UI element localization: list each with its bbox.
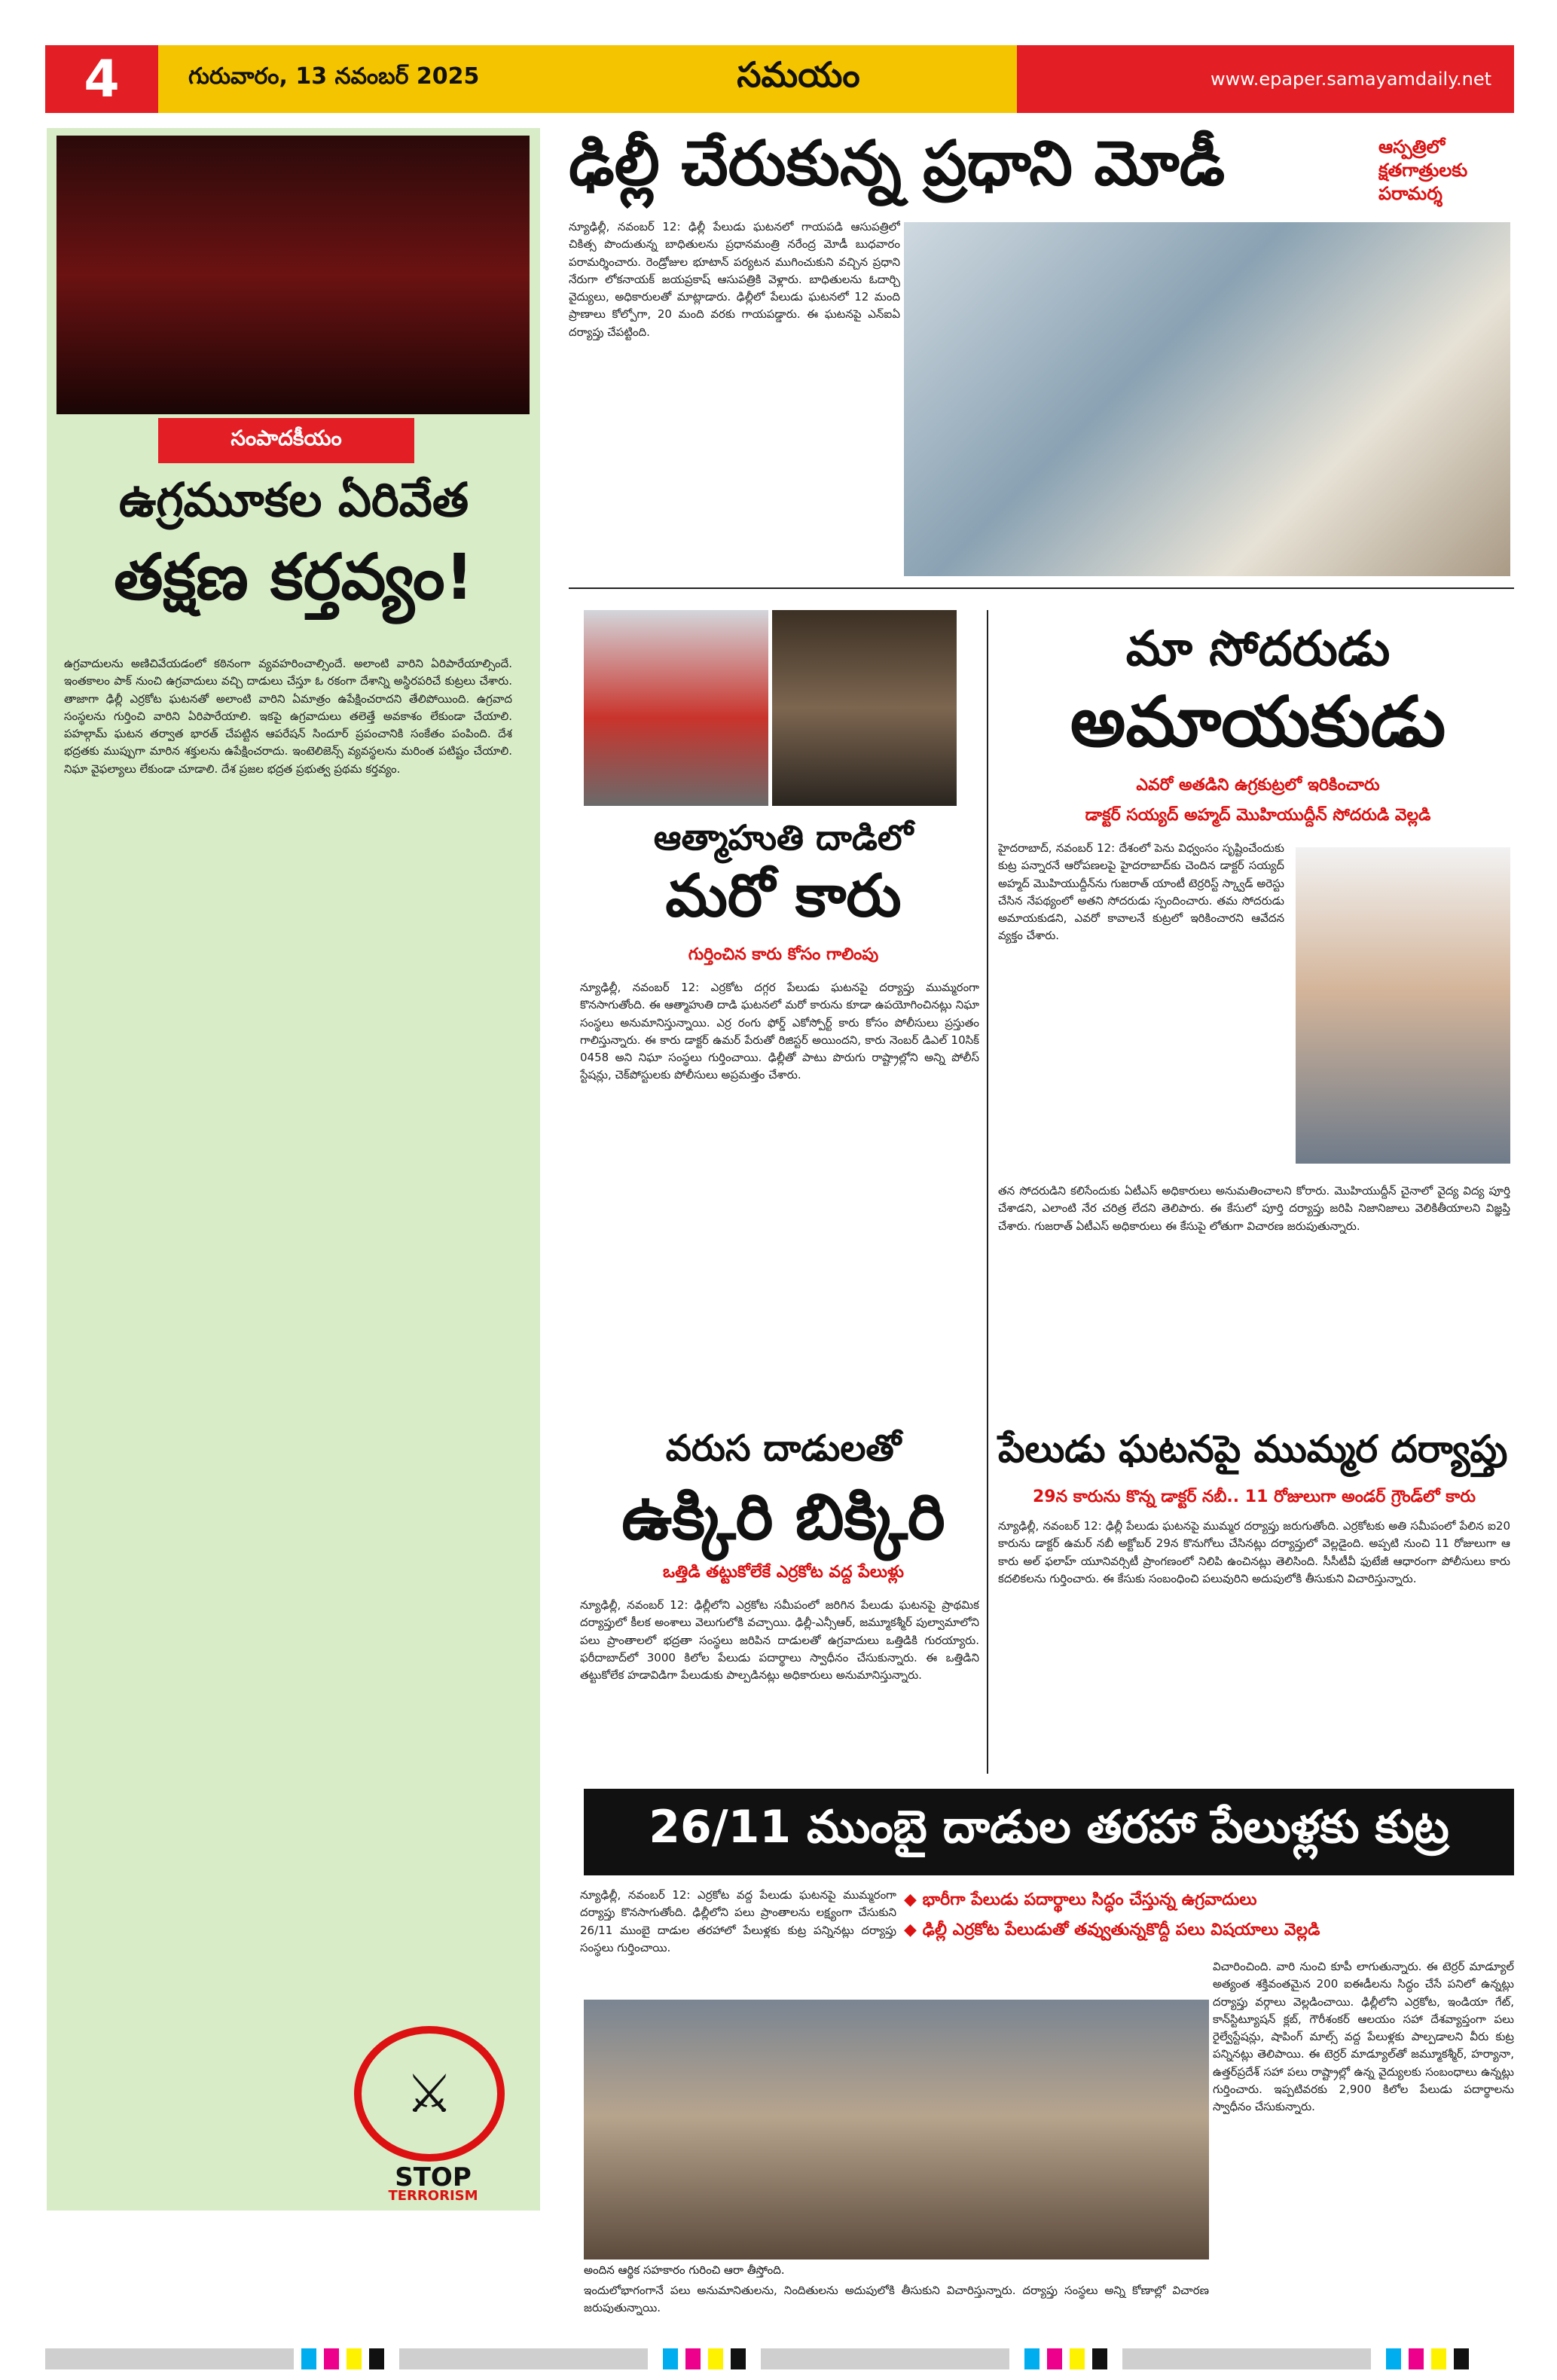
varusa-headline-line2: ఉక్కిరి బిక్కిరి [621,1480,945,1554]
car-headline-line2: మరో కారు [665,862,902,930]
editorial-headline-line2: తక్షణ కర్తవ్యం! [114,540,474,614]
brother-body2: తన సోదరుడిని కలిసేందుకు ఏటీఎస్ అధికారులు అనుమతించాలని కోరారు. మొహియుద్దీన్ చైనాలో వైద్య విద్య పూర్తి చేశాడని, ఎలాంటి నేర చరిత్ర లేదని తెలిపారు. ఈ కేసులో పూర్తి దర్యాప్తు జరిపి నిజానిజాలు వెలికితీయాలని విజ్ఞప్తి చేశారు. గుజరాత్ ఏటీఎస్ అధికారులు ఈ కేసుపై లోతుగా విచారణ జరుపుతున్నారు. [998,1184,1510,1233]
lead-side-note: ఆస్పత్రిలో క్షతగాత్రులకు పరామర్శ [1378,136,1468,205]
stop-terrorism-label [354,2162,512,2205]
reg-swatch [347,2348,362,2369]
reg-swatch [301,2348,316,2369]
varusa-headline-line1: వరుస దాడులతో [665,1427,902,1469]
probe-subhead: 29న కారును కొన్న డాక్టర్ నబీ.. 11 రోజులుగా అండర్ గ్రౌండ్‌లో కారు [1033,1488,1476,1506]
mumbai-body3: ఇందులోభాగంగానే పలు అనుమానితులను, నిందితులను అదుపులోకి తీసుకుని విచారిస్తున్నారు. దర్యాప్తు సంస్థలు అన్ని కోణాల్లో విచారణ జరుపుతున్నాయి. [584,2284,1209,2315]
brand-logo: సమయం [580,45,1017,113]
reg-swatch [1047,2348,1062,2369]
lead-headline: ఢిల్లీ చేరుకున్న ప్రధాని మోడీ [569,128,1226,200]
column-divider [569,587,1514,589]
reg-swatch [1454,2348,1469,2369]
brother-body1: హైదరాబాద్, నవంబర్ 12: దేశంలో పెను విధ్వంసం సృష్టించేందుకు కుట్ర పన్నారనే ఆరోపణలపై హైదరాబాద్‌కు చెందిన డాక్టర్ సయ్యద్ అహ్మద్ మొహియుద్దీన్‌ను గుజరాత్ యాంటీ టెర్రరిస్ట్ స్క్వాడ్ అరెస్టు చేసిన నేపథ్యంలో అతని సోదరుడు స్పందించారు. తమ సోదరుడు అమాయకుడని, ఎవరో కావాలనే కుట్రలో ఇరికించారని ఆవేదన వ్యక్తం చేశారు. [998,841,1284,943]
lead-body: న్యూఢిల్లీ, నవంబర్ 12: ఢిల్లీ పేలుడు ఘటనలో గాయపడి ఆసుపత్రిలో చికిత్స పొందుతున్న బాధితులను ప్రధానమంత్రి నరేంద్ర మోడీ బుధవారం పరామర్శించారు. రెండ్రోజుల భూటాన్ పర్యటన ముగించుకుని వచ్చిన ప్రధాని నేరుగా లోకనాయక్ జయప్రకాష్ ఆసుపత్రికి వెళ్లారు. బాధితులను ఓదార్చి వైద్యులు, అధికారులతో మాట్లాడారు. ఢిల్లీలో పేలుడు ఘటనలో 12 మంది ప్రాణాలు కోల్పోగా, 20 మంది వరకు గాయపడ్డారు. ఈ ఘటనపై ఎన్ఐఏ దర్యాప్తు చేపట్టింది. [569,220,900,339]
soldiers-photo [56,136,530,414]
reg-swatch [45,2348,294,2369]
varusa-subhead: ఒత్తిడి తట్టుకోలేకే ఎర్రకోట వద్ద పేలుళ్లు [663,1563,904,1582]
stop-word: STOP [395,2162,472,2192]
mumbai-body2: విచారించింది. వారి నుంచి కూపీ లాగుతున్నారు. ఈ టెర్రర్ మాడ్యూల్ అత్యంత శక్తివంతమైన 200 ఐఈడీలను సిద్ధం చేసే పనిలో ఉన్నట్లు దర్యాప్తు వర్గాలు వెల్లడించాయి. ఢిల్లీలోని ఎర్రకోట, ఇండియా గేట్, కాన్‌స్టిట్యూషన్ క్లబ్, గౌరీశంకర్ ఆలయం సహా దేశవ్యాప్తంగా పలు రైల్వేస్టేషన్లు, షాపింగ్ మాల్స్ వద్ద పేలుళ్లకు పాల్పడాలని వీరు కుట్ర పన్నినట్లు తెలిపాయి. ఈ టెర్రర్ మాడ్యూల్‌తో జమ్మూకశ్మీర్, హర్యానా, ఉత్తర్‌ప్రదేశ్ సహా పలు రాష్ట్రాల్లో ఉన్న వైద్యులకు సంబంధాలు ఉన్నట్లు గుర్తించారు. ఇప్పటివరకు 2,900 కిలోల పేలుడు పదార్థాలను స్వాధీనం చేసుకున్నారు. [1213,1960,1514,2113]
reg-swatch [1092,2348,1107,2369]
epaper-url[interactable]: www.epaper.samayamdaily.net [1017,45,1514,113]
probe-headline: పేలుడు ఘటనపై ముమ్మర దర్యాప్తు [998,1427,1508,1471]
reg-swatch [685,2348,701,2369]
editorial-tag: సంపాదకీయం [158,418,414,463]
terrorism-word: TERRORISM [388,2188,478,2205]
reg-swatch [1431,2348,1446,2369]
mumbai-body1: న్యూఢిల్లీ, నవంబర్ 12: ఎర్రకోట వద్ద పేలుడు ఘటనపై ముమ్మరంగా దర్యాప్తు కొనసాగుతోంది. ఢిల్లీలోని పలు ప్రాంతాలను లక్ష్యంగా చేసుకుని 26/11 ముంబై దాడుల తరహాలో పేలుళ్లకు కుట్ర పన్నినట్లు దర్యాప్తు సంస్థలు గుర్తించాయి. [580,1888,896,1954]
masthead [45,45,1514,113]
reg-swatch [1024,2348,1040,2369]
editorial-body: ఉగ్రవాదులను అణిచివేయడంలో కఠినంగా వ్యవహరించాల్సిందే. అలాంటి వారిని ఏరిపారేయాల్సిందే. ఇంతకాలం పాక్ నుంచి ఉగ్రవాదులు వచ్చి దాడులు చేస్తూ ఓ రకంగా దేశాన్ని అస్థిరపరిచే కుట్రలు చేశారు. తాజాగా ఢిల్లీ ఎర్రకోట ఘటనతో అలాంటి వారిని ఏమాత్రం ఉపేక్షించరాదని తేలిపోయింది. ఉగ్రవాద సంస్థలను గుర్తించి వారిని ఏరిపారేయాలి. ఇకపై ఉగ్రవాదులు తలెత్తే అవకాశం లేకుండా చేయాలి. పహల్గామ్ ఘటన తర్వాత భారత్ చేపట్టిన ఆపరేషన్ సిందూర్ ప్రపంచానికి సంకేతం పంపింది. దేశ భద్రతకు ముప్పుగా మారిన శక్తులను ఉపేక్షించరాదు. ఇంటెలిజెన్స్ వ్యవస్థలను మరింత పటిష్టం చేయాలి. నిఘా వైఫల్యాలు లేకుండా చూడాలి. దేశ ప్రజల భద్రత ప్రభుత్వ ప్రథమ కర్తవ్యం. [64,657,512,776]
stop-terrorism-graphic [354,2026,512,2205]
print-registration-bar [0,2348,1557,2369]
mumbai-bullet2-text: ఢిల్లీ ఎర్రకోట పేలుడుతో తవ్వుతున్నకొద్దీ పలు విషయాలు వెల్లడి [922,1921,1320,1939]
reg-swatch [1070,2348,1085,2369]
car-headline-line1: ఆత్మాహుతి దాడిలో [653,817,914,858]
reg-swatch [708,2348,723,2369]
mumbai-bullet2: ◆ ఢిల్లీ ఎర్రకోట పేలుడుతో తవ్వుతున్నకొద్దీ పలు విషయాలు వెల్లడి [904,1921,1320,1939]
brother-subhead1: ఎవరో అతడిని ఉగ్రకుట్రలో ఇరికించారు [1136,776,1380,795]
brother-headline-line2: అమాయకుడు [1070,682,1446,762]
mumbai-bullet1-text: భారీగా పేలుడు పదార్థాలు సిద్ధం చేస్తున్న ఉగ్రవాదులు [922,1890,1257,1909]
no-terror-icon: ⚔ [354,2026,505,2162]
blast-wreck-photo [772,610,957,806]
editorial-headline-line1: ఉగ్రమూకల ఏరివేత [118,472,469,527]
varusa-body: న్యూఢిల్లీ, నవంబర్ 12: ఢిల్లీలోని ఎర్రకోట సమీపంలో జరిగిన పేలుడు ఘటనపై ప్రాథమిక దర్యాప్తులో కీలక అంశాలు వెలుగులోకి వచ్చాయి. ఢిల్లీ-ఎన్సీఆర్, జమ్మూకశ్మీర్ పుల్వామాలోని పలు ప్రాంతాలలో భద్రతా సంస్థలు జరిపిన దాడులతో ఉగ్రవాదులు ఒత్తిడికి గురయ్యారు. ఫరీదాబాద్‌లో 3000 కిలోల పేలుడు పదార్థాలు స్వాధీనం చేసుకున్నారు. ఈ ఒత్తిడిని తట్టుకోలేక హడావిడిగా పేలుడుకు పాల్పడినట్లు అధికారులు అనుమానిస్తున్నారు. [580,1598,979,1682]
reg-swatch [761,2348,1009,2369]
reg-swatch [399,2348,648,2369]
reg-swatch [1409,2348,1424,2369]
issue-date: గురువారం, 13 నవంబర్ 2025 [158,45,580,113]
car-body: న్యూఢిల్లీ, నవంబర్ 12: ఎర్రకోట దగ్గర పేలుడు ఘటనపై దర్యాప్తు ముమ్మరంగా కొనసాగుతోంది. ఈ ఆత్మాహుతి దాడి ఘటనలో మరో కారును కూడా ఉపయోగించినట్లు నిఘా సంస్థలు అనుమానిస్తున్నాయి. ఎర్ర రంగు ఫోర్డ్ ఎకోస్పోర్ట్ కారు కోసం పోలీసులు ప్రస్తుతం గాలిస్తున్నారు. ఈ కారు డాక్టర్ ఉమర్ పేరుతో రిజిస్టర్ అయిందని, కారు నెంబర్ డిఎల్ 10సిక్ 0458 అని నిఘా సంస్థలు గుర్తించాయి. ఢిల్లీతో పాటు పొరుగు రాష్ట్రాల్లోని అన్ని పోలీస్ స్టేషన్లు, చెక్‌పోస్టులకు పోలీసులు అప్రమత్తం చేశారు. [580,981,979,1082]
reg-swatch [731,2348,746,2369]
red-car-photo [584,610,768,806]
reg-swatch [1122,2348,1371,2369]
brother-headline-line1: మా సోదరుడు [1125,621,1391,677]
pm-hospital-photo [904,222,1510,576]
reg-swatch [1386,2348,1401,2369]
brother-subhead2: డాక్టర్ సయ్యద్ అహ్మద్ మొహియుద్దీన్ సోదరుడి వెల్లడి [1085,806,1431,825]
reg-swatch [369,2348,384,2369]
probe-body: న్యూఢిల్లీ, నవంబర్ 12: ఢిల్లీ పేలుడు ఘటనపై ముమ్మర దర్యాప్తు జరుగుతోంది. ఎర్రకోటకు అతి సమీపంలో పేలిన ఐ20 కారును డాక్టర్ ఉమర్ నబీ అక్టోబర్ 29న కొనుగోలు చేసినట్లు దర్యాప్తులో వెల్లడైంది. అప్పటి నుంచి 11 రోజులుగా ఆ కారు అల్ ఫలాహ్ యూనివర్సిటీ ప్రాంగణంలో నిలిపి ఉంచినట్లు తెలిసింది. సీసీటీవీ ఫుటేజీ ఆధారంగా పోలీసులు కారు కదలికలను గుర్తించారు. ఈ కేసుకు సంబంధించి పలువురిని అదుపులోకి తీసుకుని విచారిస్తున్నారు. [998,1519,1510,1585]
mumbai-banner-headline: 26/11 ముంబై దాడుల తరహా పేలుళ్లకు కుట్ర [584,1789,1514,1875]
red-fort-blast-photo [584,2000,1209,2259]
page-number: 4 [45,45,158,113]
car-subhead: గుర్తించిన కారు కోసం గాలింపు [688,945,879,964]
mumbai-bullet1: ◆ భారీగా పేలుడు పదార్థాలు సిద్ధం చేస్తున్న ఉగ్రవాదులు [904,1890,1257,1909]
reg-swatch [324,2348,339,2369]
reg-swatch [663,2348,678,2369]
doctor-portrait-photo [1296,847,1510,1164]
column-divider [987,610,988,1774]
mumbai-caption: అందిన ఆర్థిక సహకారం గురించి ఆరా తీస్తోంది. [584,2263,785,2277]
